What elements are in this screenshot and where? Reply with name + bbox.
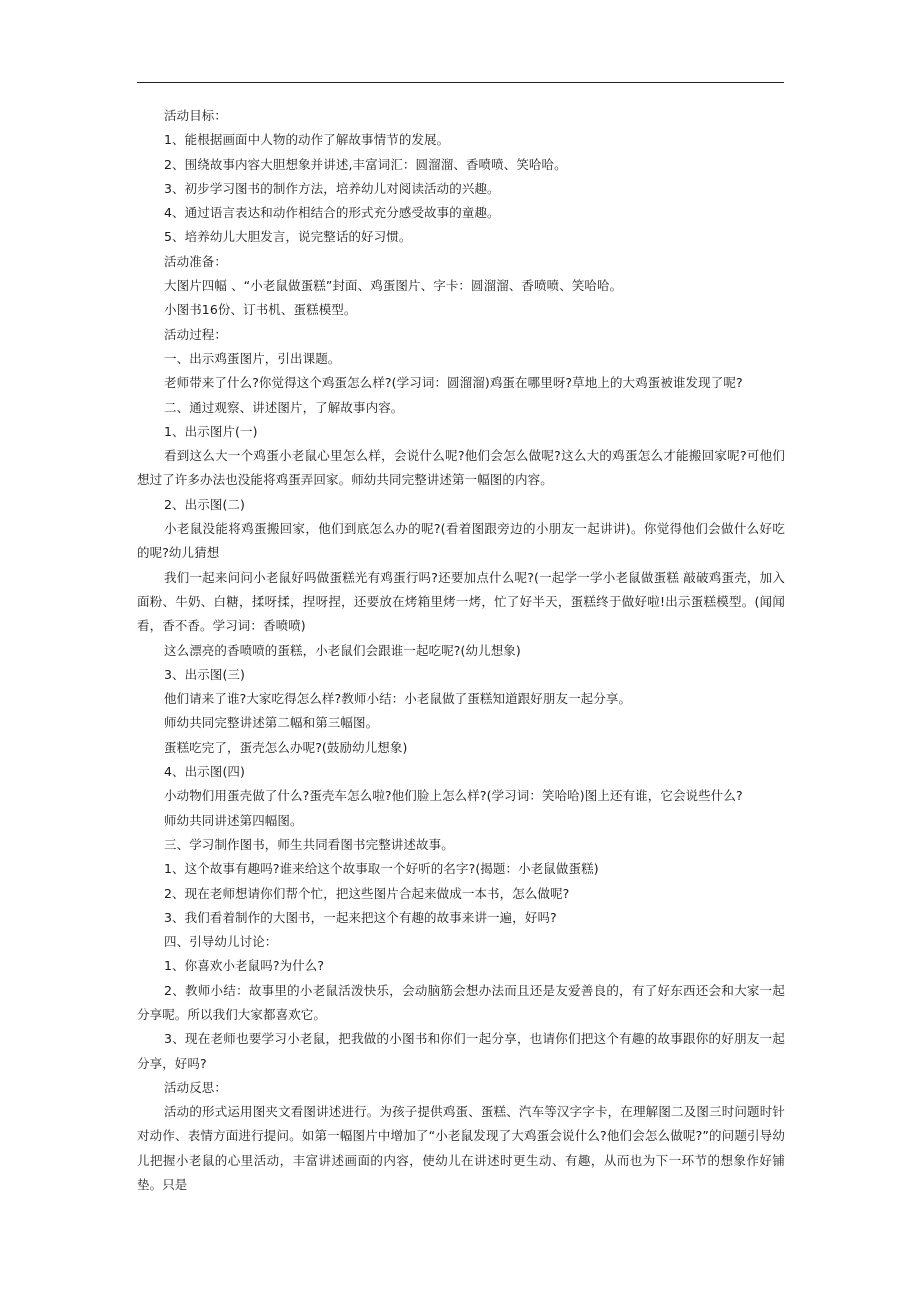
process-section-title: 四、引导幼儿讨论： — [164, 934, 278, 950]
process-paragraph: 3、我们看着制作的大图书，一起来把这个有趣的故事来讲一遍，好吗? — [164, 909, 557, 925]
process-paragraph: 小动物们用蛋壳做了什么?蛋壳车怎么啦?他们脸上怎么样?(学习词：笑哈哈)图上还有谁，它会说些什么? — [164, 788, 743, 804]
process-paragraph: 1、你喜欢小老鼠吗?为什么? — [164, 958, 325, 974]
process-paragraph: 3、现在老师也要学习小老鼠，把我做的小图书和你们一起分享，也请你们把这个有趣的故事跟你的好朋友一起分享，好吗? — [137, 1031, 785, 1071]
process-paragraph: 2、教师小结：故事里的小老鼠活泼快乐，会动脑筋会想办法而且还是友爱善良的，有了好东西还会和大家一起分享呢。所以我们大家都喜欢它。 — [137, 982, 785, 1022]
process-paragraph: 我们一起来问问小老鼠好吗做蛋糕光有鸡蛋行吗?还要加点什么呢?(一起学一学小老鼠做蛋糕 敲破鸡蛋壳，加入面粉、牛奶、白糖，揉呀揉，捏呀捏，还要放在烤箱里烤一烤，忙了好半天，蛋糕终于做好啦!出示蛋糕模型。(闻闻看，香不香。学习词：香喷喷) — [137, 569, 785, 634]
goal-item: 1、能根据画面中人物的动作了解故事情节的发展。 — [164, 132, 450, 148]
process-step-title: 4、出示图(四) — [164, 764, 246, 780]
process-step-title: 2、出示图(二) — [164, 496, 246, 512]
heading-reflection: 活动反思： — [164, 1079, 228, 1095]
reflection-paragraph: 活动的形式运用图夹文看图讲述进行。为孩子提供鸡蛋、蛋糕、汽车等汉字字卡，在理解图二及图三时问题时针对动作、表情方面进行提问。如第一幅图片中增加了“小老鼠发现了大鸡蛋会说什么?他们会怎么做呢?”的问题引导幼儿把握小老鼠的心里活动，丰富讲述画面的内容，使幼儿在讲述时更生动、有趣，从而也为下一环节的想象作好铺垫。只是 — [137, 1104, 785, 1193]
header-rule — [137, 82, 784, 83]
process-paragraph: 蛋糕吃完了，蛋壳怎么办呢?(鼓励幼儿想象) — [164, 739, 408, 755]
process-paragraph: 小老鼠没能将鸡蛋搬回家，他们到底怎么办的呢?(看着图跟旁边的小朋友一起讲讲)。你觉得他们会做什么好吃的呢?幼儿猜想 — [137, 521, 785, 561]
process-paragraph: 他们请来了谁?大家吃得怎么样?教师小结：小老鼠做了蛋糕知道跟好朋友一起分享。 — [164, 691, 632, 707]
process-step-title: 1、出示图片(一) — [164, 423, 258, 439]
goal-item: 4、通过语言表达和动作相结合的形式充分感受故事的童趣。 — [164, 205, 500, 221]
process-paragraph: 师幼共同讲述第四幅图。 — [164, 812, 303, 828]
process-paragraph: 2、现在老师想请你们帮个忙，把这些图片合起来做成一本书，怎么做呢? — [164, 885, 570, 901]
process-paragraph: 1、这个故事有趣吗?谁来给这个故事取一个好听的名字?(揭题：小老鼠做蛋糕) — [164, 861, 599, 877]
process-paragraph: 老师带来了什么?你觉得这个鸡蛋怎么样?(学习词：圆溜溜)鸡蛋在哪里呀?草地上的大鸡蛋被谁发现了呢? — [164, 375, 743, 391]
heading-process: 活动过程： — [164, 326, 228, 342]
process-paragraph: 这么漂亮的香喷喷的蛋糕，小老鼠们会跟谁一起吃呢?(幼儿想象) — [164, 642, 521, 658]
heading-preparation: 活动准备： — [164, 253, 228, 269]
preparation-item: 小图书16份、订书机、蛋糕模型。 — [164, 302, 357, 318]
process-section-title: 二、通过观察、讲述图片，了解故事内容。 — [164, 399, 404, 415]
process-section-title: 三、学习制作图书，师生共同看图书完整讲述故事。 — [164, 836, 454, 852]
document-body — [137, 104, 785, 1197]
process-step-title: 3、出示图(三) — [164, 666, 246, 682]
process-paragraph: 看到这么大一个鸡蛋小老鼠心里怎么样，会说什么呢?他们会怎么做呢?这么大的鸡蛋怎么才能搬回家呢?可他们想过了许多办法也没能将鸡蛋弄回家。师幼共同完整讲述第一幅图的内容。 — [137, 448, 785, 488]
heading-goals: 活动目标： — [164, 108, 228, 123]
goal-item: 3、初步学习图书的制作方法，培养幼儿对阅读活动的兴趣。 — [164, 180, 500, 196]
preparation-item: 大图片四幅 、“小老鼠做蛋糕”封面、鸡蛋图片、字卡：圆溜溜、香喷喷、笑哈哈。 — [164, 278, 623, 294]
process-section-title: 一、出示鸡蛋图片，引出课题。 — [164, 350, 341, 366]
goal-item: 2、围绕故事内容大胆想象并讲述,丰富词汇：圆溜溜、香喷喷、笑哈哈。 — [164, 156, 567, 172]
process-paragraph: 师幼共同完整讲述第二幅和第三幅图。 — [164, 715, 379, 731]
goal-item: 5、培养幼儿大胆发言，说完整话的好习惯。 — [164, 229, 412, 245]
